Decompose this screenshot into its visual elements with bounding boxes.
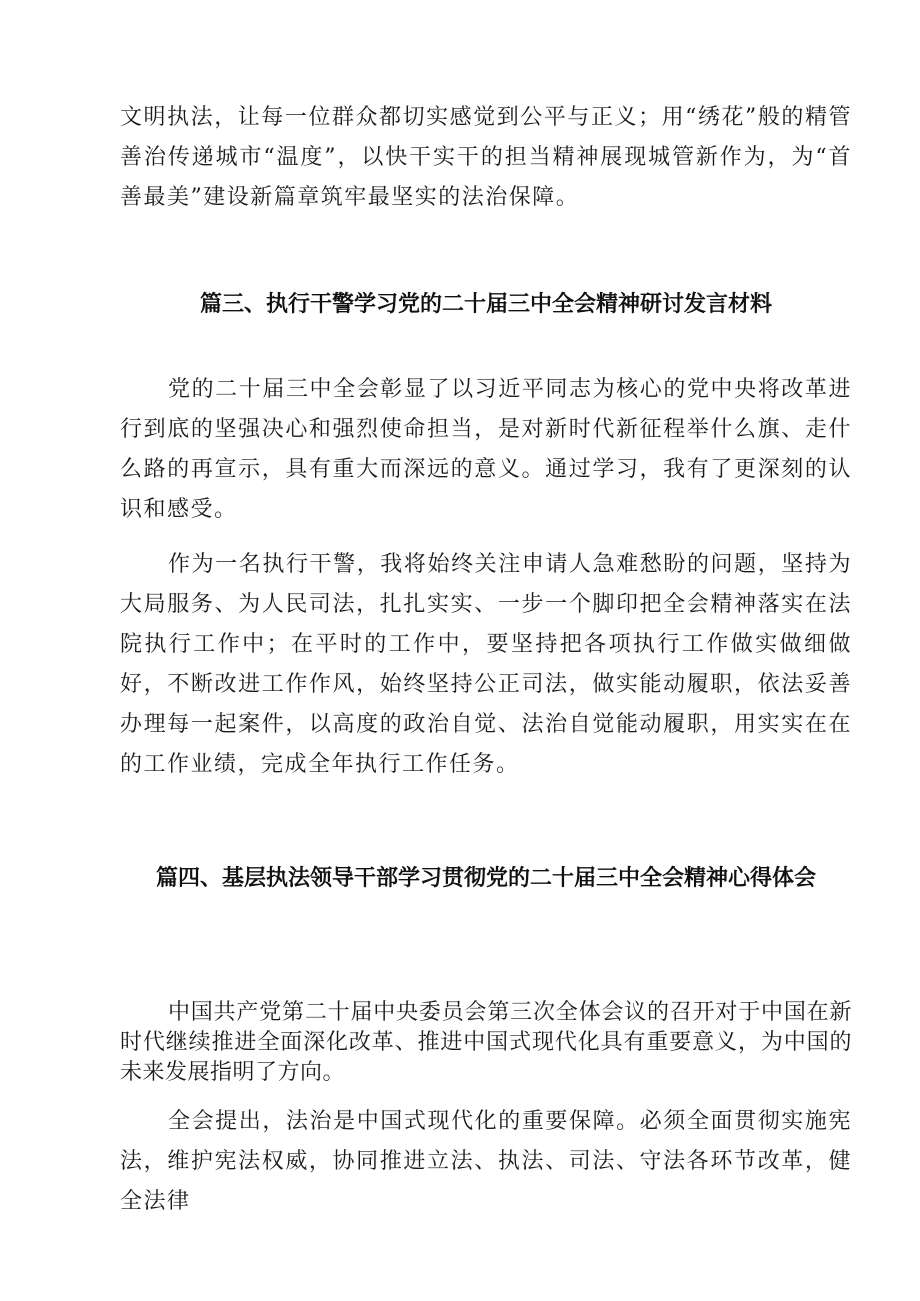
section-heading-4: 篇四、基层执法领导干部学习贯彻党的二十届三中全会精神心得体会	[155, 866, 816, 891]
paragraph-rule-of-law: 全会提出，法治是中国式现代化的重要保障。必须全面贯彻实施宪法，维护宪法权威，协同推进立法、执法、司法、守法各环节改革，健全法律	[120, 1109, 852, 1214]
paragraph-enforcement-officer: 作为一名执行干警，我将始终关注申请人急难愁盼的问题，坚持为大局服务、为人民司法，扎扎实实、一步一个脚印把全会精神落实在法院执行工作中；在平时的工作中，要坚持把各项执行工作做实做细做好，不断改进工作作风，始终坚持公正司法，做实能动履职，依法妥善办理每一起案件，以高度的政治自觉、法治自觉能动履职，用实实在在的工作业绩，完成全年执行工作任务。	[120, 552, 852, 777]
paragraph-third-plenary: 中国共产党第二十届中央委员会第三次全体会议的召开对于中国在新时代继续推进全面深化改革、推进中国式现代化具有重要意义，为中国的未来发展指明了方向。	[120, 1000, 852, 1085]
section-heading-3: 篇三、执行干警学习党的二十届三中全会精神研讨发言材料	[199, 292, 772, 317]
paragraph-city-management: 文明执法，让每一位群众都切实感觉到公平与正义；用“绣花”般的精管善治传递城市“温度”，以快干实干的担当精神展现城管新作为，为“首善最美”建设新篇章筑牢最坚实的法治保障。	[120, 105, 852, 210]
paragraph-plenary-significance: 党的二十届三中全会彰显了以习近平同志为核心的党中央将改革进行到底的坚强决心和强烈使命担当，是对新时代新征程举什么旗、走什么路的再宣示，具有重大而深远的意义。通过学习，我有了更深刻的认识和感受。	[120, 377, 852, 522]
